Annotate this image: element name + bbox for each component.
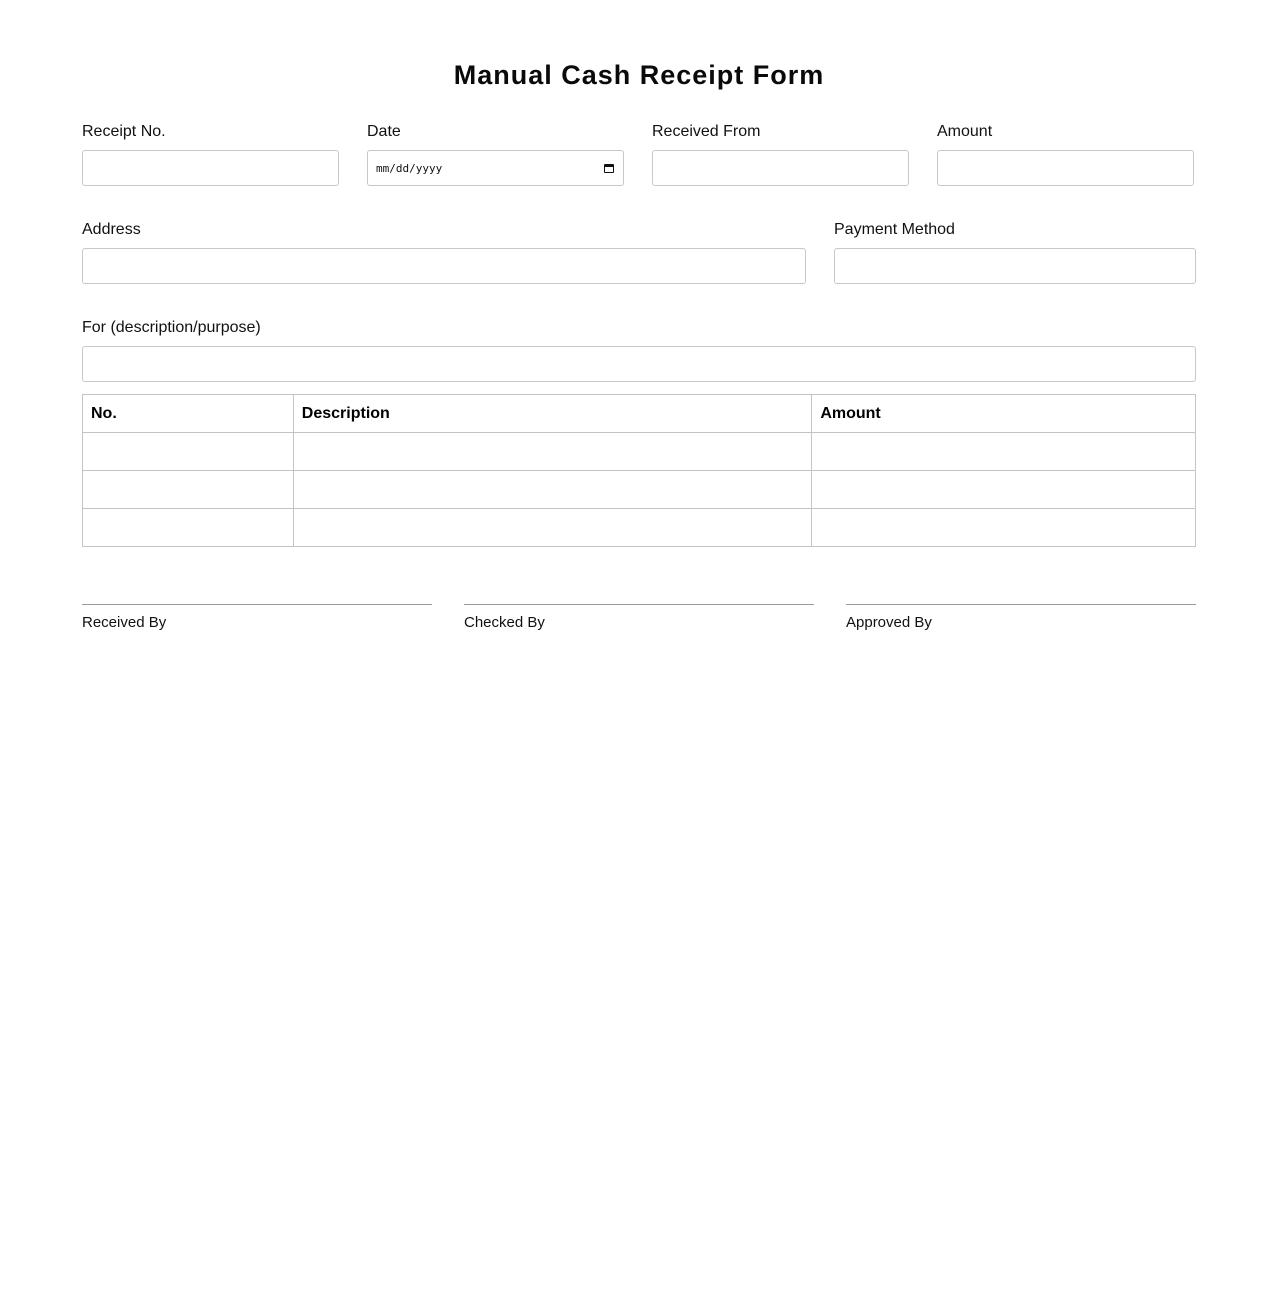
cell-no[interactable] [83, 509, 294, 547]
date-field [367, 121, 624, 186]
purpose-label: For (description/purpose) [82, 319, 261, 336]
form-row-2 [82, 219, 1196, 284]
address-label: Address [82, 221, 141, 238]
cell-description[interactable] [293, 433, 812, 471]
table-row [83, 471, 1196, 509]
purpose-input[interactable] [82, 346, 1196, 382]
payment-method-label: Payment Method [834, 221, 955, 238]
signature-checked-by: Checked By [464, 604, 814, 633]
receipt-no-field [82, 121, 339, 186]
amount-input[interactable] [937, 150, 1194, 186]
cell-no[interactable] [83, 471, 294, 509]
cell-amount[interactable] [812, 509, 1196, 547]
header-description: Description [293, 395, 812, 433]
address-input[interactable] [82, 248, 806, 284]
form-row-3 [82, 317, 1196, 382]
header-amount: Amount [812, 395, 1196, 433]
date-placeholder: mm/dd/yyyy [376, 161, 443, 175]
receipt-no-input[interactable] [82, 150, 339, 186]
address-field [82, 219, 806, 284]
page-title: Manual Cash Receipt Form [453, 60, 825, 90]
received-from-input[interactable] [652, 150, 909, 186]
date-input[interactable] [367, 150, 624, 186]
signature-received-by: Received By [82, 604, 432, 633]
received-from-label: Received From [652, 123, 761, 140]
table-header-row [83, 395, 1196, 433]
payment-method-field [834, 219, 1196, 284]
received-from-field [652, 121, 909, 186]
purpose-field [82, 317, 1196, 382]
table-row [83, 509, 1196, 547]
amount-field [937, 121, 1194, 186]
cell-amount[interactable] [812, 433, 1196, 471]
form-row-1 [82, 121, 1196, 186]
signature-approved-by: Approved By [846, 604, 1196, 633]
date-label: Date [367, 123, 401, 140]
cell-description[interactable] [293, 509, 812, 547]
cell-amount[interactable] [812, 471, 1196, 509]
items-table [82, 394, 1196, 547]
amount-label: Amount [937, 123, 993, 140]
payment-method-input[interactable] [834, 248, 1196, 284]
calendar-icon[interactable] [603, 162, 615, 174]
cell-description[interactable] [293, 471, 812, 509]
cell-no[interactable] [83, 433, 294, 471]
signature-section [82, 604, 1196, 633]
table-row [83, 433, 1196, 471]
receipt-no-label: Receipt No. [82, 123, 166, 140]
header-no: No. [83, 395, 294, 433]
